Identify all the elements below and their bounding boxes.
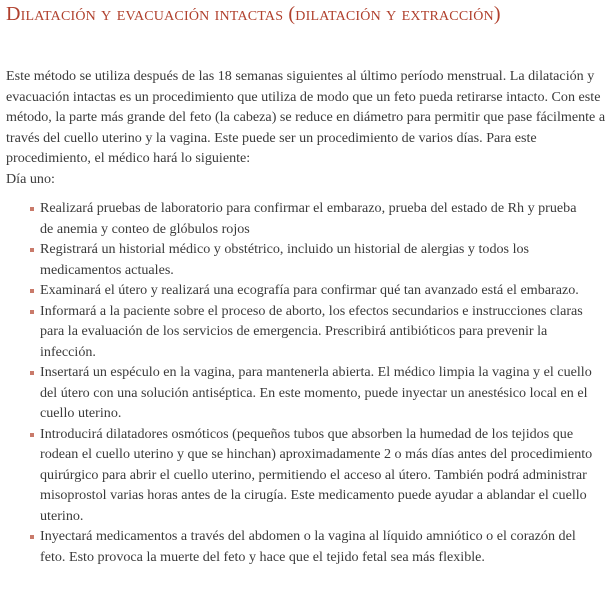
bullet-square-icon	[30, 535, 34, 539]
bullet-square-icon	[30, 371, 34, 375]
list-item-text: Registrará un historial médico y obstétrico, incluido un historial de alergias y todos los medicamentos actuales.	[40, 241, 530, 278]
list-item	[0, 301, 593, 363]
list-item-text: Insertará un espéculo en la vagina, para mantenerla abierta. El médico limpia la vagina y el cuello del útero con una solución antiséptica. En este momento, puede inyectar un anestésico local en el cuello uterino.	[40, 364, 592, 421]
section-heading: Dilatación y evacuación intactas (dilatación y extracción)	[6, 3, 501, 25]
list-item-text: Introducirá dilatadores osmóticos (pequeños tubos que absorben la humedad de los tejidos que rodean el cuello uterino y que se hinchan) aproximadamente 2 o más días antes del procedimiento quirúrgico para abrir el cuello uterino, permitiendo el acceso al útero. También podrá administrar misoprostol varias horas antes de la cirugía. Este medicamento puede ayudar a ablandar el cuello uterino.	[40, 425, 593, 524]
intro-text: Este método se utiliza después de las 18 semanas siguientes al último período menstrual. La dilatación y evacuación intactas es un procedimiento que utiliza de modo que un feto pueda retirarse intacto. Con este método, la parte más grande del feto (la cabeza) se reduce en diámetro para permitir que pase fácilmente a través del cuello uterino y la vagina. Este puede ser un procedimiento de varios días. Para este procedimiento, el médico hará lo siguiente:	[6, 68, 606, 166]
procedure-steps-list	[0, 198, 613, 567]
bullet-square-icon	[30, 207, 34, 211]
bullet-square-icon	[30, 310, 34, 314]
list-item-text: Informará a la paciente sobre el proceso de aborto, los efectos secundarios e instrucciones claras para la evaluación de los servicios de emergencia. Prescribirá antibióticos para prevenir la infección.	[40, 302, 583, 360]
list-item-text: Inyectará medicamentos a través del abdomen o la vagina al líquido amniótico o el corazón del feto. Esto provoca la muerte del feto y hace que el tejido fetal sea más flexible.	[40, 528, 576, 565]
list-item	[0, 198, 593, 239]
list-item-text: Examinará el útero y realizará una ecografía para confirmar qué tan avanzado está el embarazo.	[40, 282, 579, 298]
bullet-square-icon	[30, 289, 34, 293]
list-item	[0, 280, 593, 301]
list-item	[0, 362, 593, 424]
day-label: Día uno:	[6, 170, 55, 187]
list-item	[0, 424, 593, 527]
bullet-square-icon	[30, 433, 34, 437]
list-item-text: Realizará pruebas de laboratorio para confirmar el embarazo, prueba del estado de Rh y prueba de anemia y conteo de glóbulos rojos	[40, 200, 577, 237]
intro-paragraph	[6, 66, 606, 189]
bullet-square-icon	[30, 248, 34, 252]
list-item	[0, 526, 593, 567]
list-item	[0, 239, 593, 280]
